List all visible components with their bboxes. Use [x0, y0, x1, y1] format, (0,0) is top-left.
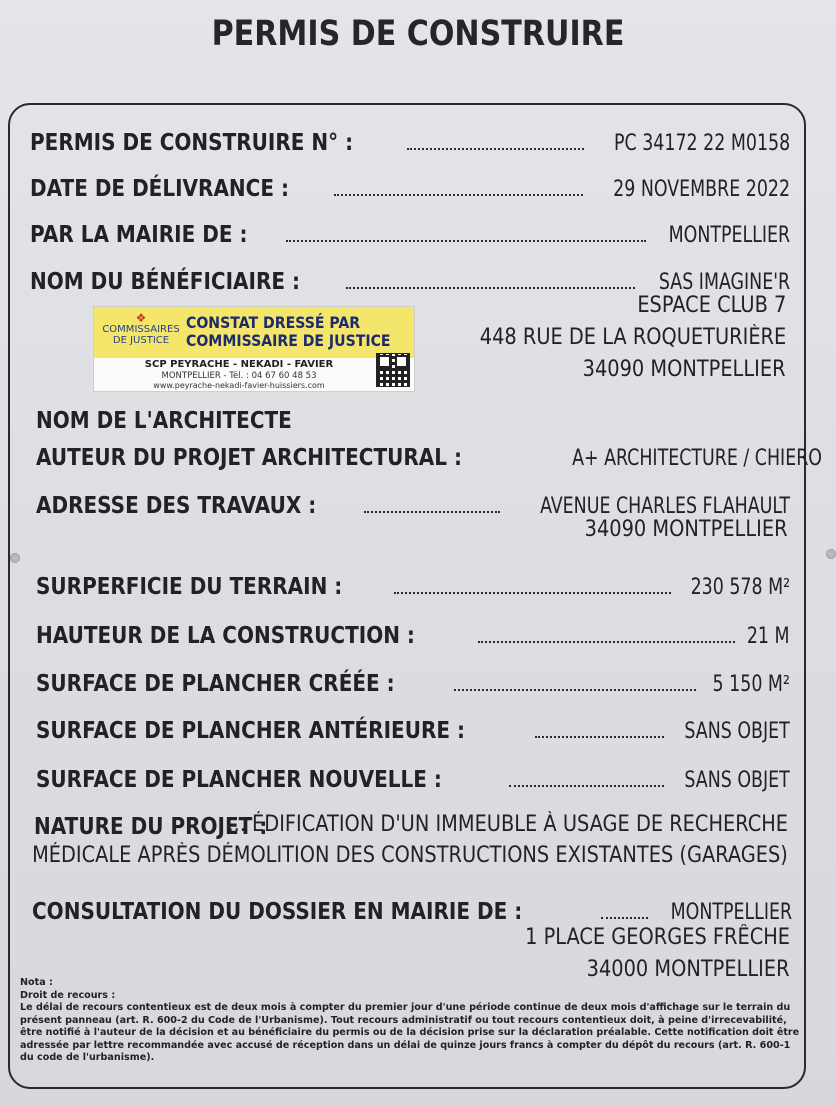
permit-number-value: PC 34172 22 M0158 — [613, 131, 790, 156]
dotted-leader — [454, 689, 696, 691]
sticker-firm: SCP PEYRACHE - NEKADI - FAVIER — [144, 359, 334, 370]
floor-previous-row — [36, 710, 790, 744]
dotted-leader — [346, 287, 635, 289]
sticker-title-line1: CONSTAT DRESSÉ PAR — [186, 313, 361, 332]
sticker-website: www.peyrache-nekadi-favier-huissiers.com — [153, 381, 325, 390]
dotted-leader — [601, 917, 647, 919]
logo-text-line: COMMISSAIRES — [102, 324, 180, 335]
dotted-leader — [334, 194, 583, 196]
project-nature-line: ... ÉDIFICATION D'UN IMMEUBLE À USAGE DE RECHERCHE — [227, 812, 788, 837]
floor-new-value: SANS OBJET — [684, 768, 790, 793]
beneficiary-line: 448 RUE DE LA ROQUETURIÈRE — [479, 325, 786, 350]
emblem-icon: ❖ — [135, 311, 147, 325]
permit-number-label: PERMIS DE CONSTRUIRE N° : — [30, 130, 354, 156]
mounting-rivet — [10, 553, 20, 563]
floor-new-row — [36, 759, 790, 793]
consultation-line: 34000 MONTPELLIER — [587, 957, 790, 982]
issue-date-row — [30, 168, 790, 202]
mounting-rivet — [826, 549, 836, 559]
beneficiary-row — [30, 261, 790, 295]
works-address-label: ADRESSE DES TRAVAUX : — [36, 493, 317, 519]
consultation-label: CONSULTATION DU DOSSIER EN MAIRIE DE : — [32, 899, 523, 925]
mairie-row — [30, 214, 790, 248]
height-label: HAUTEUR DE LA CONSTRUCTION : — [36, 623, 415, 649]
beneficiary-label: NOM DU BÉNÉFICIAIRE : — [30, 269, 301, 295]
height-row — [36, 615, 790, 649]
consultation-line: 1 PLACE GEORGES FRÊCHE — [525, 925, 790, 950]
nota-label: Nota : — [20, 977, 53, 988]
dotted-leader — [509, 785, 665, 787]
land-area-row — [36, 566, 790, 600]
architect-label-line1: NOM DE L'ARCHITECTE — [36, 408, 292, 434]
recours-text: Le délai de recours contentieux est de deux mois à compter du premier jour d'une période continue de deux mois d'affichage sur le terrain du présent panneau (art. R. 600-2 du Code de l'Urbanisme). Tout recours administratif ou tout recours contentieux doit, à peine d'irrecevabilité, être notifié à l'auteur de la décision et au bénéficiaire du permis ou de la décision prise sur la déclaration préalable. Cette notification doit être adressée par lettre recommandée avec accusé de réception dans un délai de quinze jours francs à compter du dépôt du recours (art. R. 600-1 du code de l'urbanisme). — [20, 1002, 800, 1063]
mairie-value: MONTPELLIER — [668, 223, 790, 248]
beneficiary-line: ESPACE CLUB 7 — [636, 293, 786, 318]
works-address-row — [36, 485, 790, 519]
dotted-leader — [364, 511, 500, 513]
mairie-label: PAR LA MAIRIE DE : — [30, 222, 248, 248]
floor-created-row — [36, 663, 790, 697]
recours-heading: Droit de recours : — [20, 989, 116, 1001]
land-area-label: SURPERFICIE DU TERRAIN : — [36, 574, 343, 600]
dotted-leader — [478, 641, 736, 643]
logo-text-line: DE JUSTICE — [112, 335, 170, 346]
height-value: 21 M — [747, 624, 790, 649]
architect-row — [36, 437, 822, 471]
dotted-leader — [535, 736, 664, 738]
project-nature-label: NATURE DU PROJET : — [34, 814, 268, 840]
land-area-value: 230 578 M² — [690, 575, 790, 600]
qr-code-icon — [377, 354, 409, 386]
architect-value: A+ ARCHITECTURE / CHIERO — [571, 446, 822, 471]
project-nature-line: MÉDICALE APRÈS DÉMOLITION DES CONSTRUCTIONS EXISTANTES (GARAGES) — [32, 843, 788, 868]
sign-title: PERMIS DE CONSTRUIRE — [211, 14, 625, 54]
architect-label-line2: AUTEUR DU PROJET ARCHITECTURAL : — [36, 445, 462, 471]
consultation-line: MONTPELLIER — [670, 900, 792, 925]
issue-date-label: DATE DE DÉLIVRANCE : — [30, 176, 290, 202]
sticker-phone: MONTPELLIER - Tél. : 04 67 60 48 53 — [161, 371, 317, 381]
floor-previous-label: SURFACE DE PLANCHER ANTÉRIEURE : — [36, 718, 465, 744]
beneficiary-line: SAS IMAGINE'R — [658, 270, 790, 295]
issue-date-value: 29 NOVEMBRE 2022 — [613, 177, 790, 202]
bailiff-sticker — [93, 306, 415, 392]
works-address-line: AVENUE CHARLES FLAHAULT — [540, 494, 790, 519]
dotted-leader — [407, 148, 583, 150]
beneficiary-line: 34090 MONTPELLIER — [583, 357, 786, 382]
legal-notes — [20, 977, 806, 1065]
dotted-leader — [286, 240, 646, 242]
floor-created-label: SURFACE DE PLANCHER CRÉÉE : — [36, 671, 395, 697]
works-address-line: 34090 MONTPELLIER — [585, 517, 788, 542]
floor-new-label: SURFACE DE PLANCHER NOUVELLE : — [36, 767, 442, 793]
dotted-leader — [394, 592, 671, 594]
commissaires-logo — [98, 313, 184, 346]
floor-created-value: 5 150 M² — [712, 672, 790, 697]
sticker-title-line2: COMMISSAIRE DE JUSTICE — [186, 331, 391, 350]
permit-number-row — [30, 122, 790, 156]
consultation-row — [32, 891, 792, 925]
floor-previous-value: SANS OBJET — [684, 719, 790, 744]
